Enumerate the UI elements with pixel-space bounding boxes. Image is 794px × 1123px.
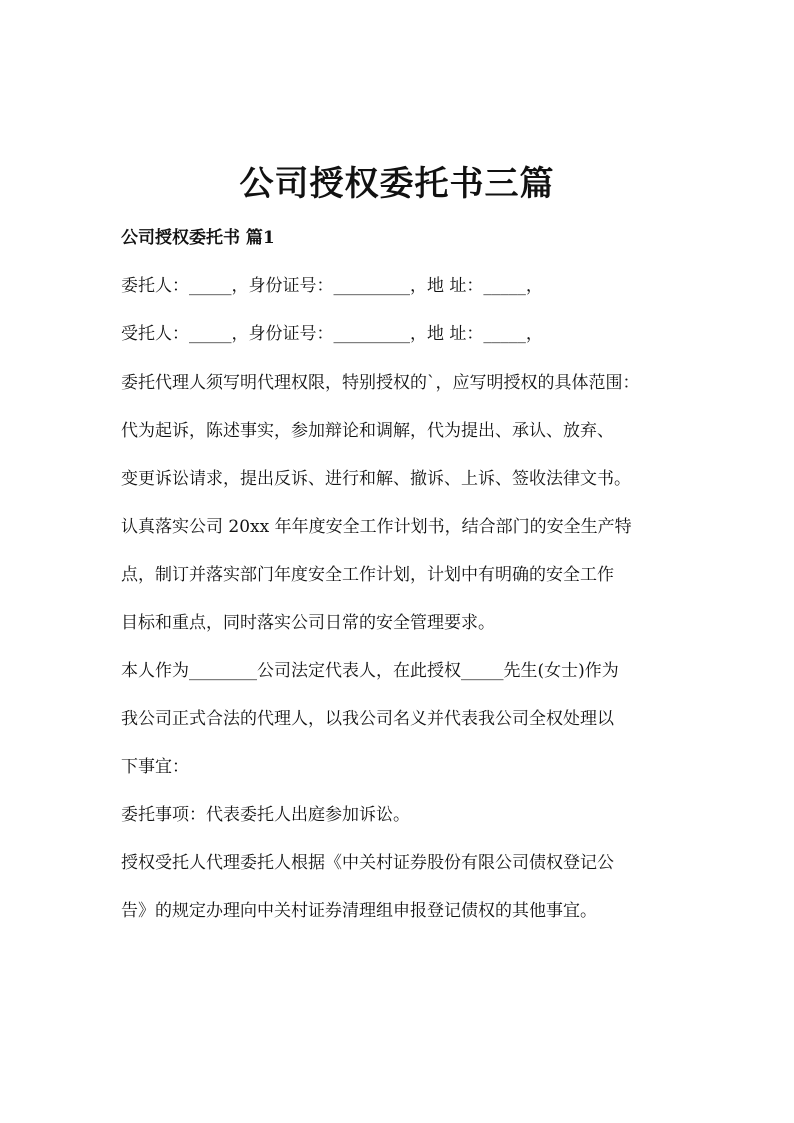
document-title: 公司授权委托书三篇 xyxy=(239,164,555,204)
paragraph-line: 下事宜： xyxy=(121,757,189,777)
paragraph-line: 我公司正式合法的代理人，以我公司名义并代表我公司全权处理以 xyxy=(121,709,614,729)
paragraph-line: 委托人：_____，身份证号：_________，地 址：_____， xyxy=(121,276,543,296)
paragraph-line: 授权受托人代理委托人根据《中关村证券股份有限公司债权登记公 xyxy=(121,853,614,873)
paragraph-line: 委托事项：代表委托人出庭参加诉讼。 xyxy=(121,805,410,825)
paragraph-line: 受托人：_____，身份证号：_________，地 址：_____， xyxy=(121,324,543,344)
paragraph-line: 委托代理人须写明代理权限，特别授权的`，应写明授权的具体范围： xyxy=(121,373,640,393)
paragraph-line: 告》的规定办理向中关村证券清理组申报登记债权的其他事宜。 xyxy=(121,901,597,921)
paragraph-line: 代为起诉，陈述事实，参加辩论和调解，代为提出、承认、放弃、 xyxy=(121,421,614,441)
paragraph-line: 点，制订并落实部门年度安全工作计划，计划中有明确的安全工作 xyxy=(121,565,614,585)
paragraph-line: 认真落实公司 20xx 年年度安全工作计划书，结合部门的安全生产特 xyxy=(121,517,632,537)
paragraph-line: 目标和重点，同时落实公司日常的安全管理要求。 xyxy=(121,613,495,633)
paragraph-line: 本人作为________公司法定代表人，在此授权_____先生(女士)作为 xyxy=(121,661,619,681)
section-title: 公司授权委托书 篇1 xyxy=(121,228,275,248)
paragraph-line: 变更诉讼请求，提出反诉、进行和解、撤诉、上诉、签收法律文书。 xyxy=(121,469,631,489)
